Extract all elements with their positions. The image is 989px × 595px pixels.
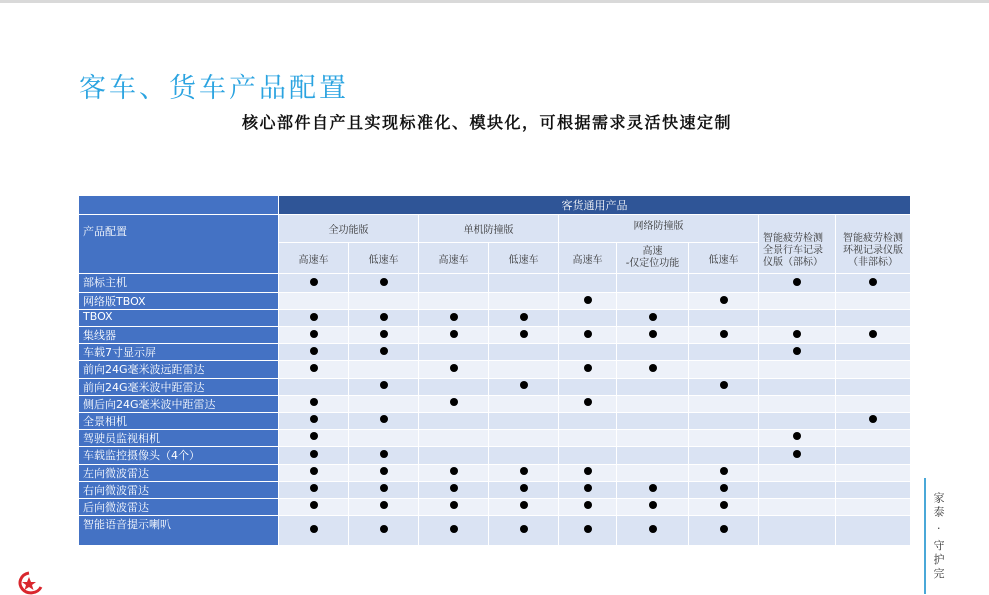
config-cell [617,344,689,361]
config-cell [836,378,911,395]
config-cell [349,344,419,361]
config-cell [279,446,349,464]
config-cell [279,498,349,515]
config-cell [489,327,559,344]
config-cell [759,481,836,498]
config-cell [759,344,836,361]
config-cell [689,327,759,344]
config-cell [279,464,349,481]
config-cell [489,395,559,412]
included-dot-icon [720,525,728,533]
config-cell [349,378,419,395]
config-cell [559,515,617,545]
config-cell [419,412,489,429]
config-cell [489,515,559,545]
included-dot-icon [450,525,458,533]
config-cell [419,361,489,378]
config-cell [279,327,349,344]
config-cell [489,498,559,515]
row-label: 车载7寸显示屏 [79,344,279,361]
config-cell [279,361,349,378]
included-dot-icon [310,330,318,338]
config-cell [836,274,911,293]
config-cell [279,412,349,429]
subheader: 低速车 [349,243,419,274]
table-row [79,310,911,327]
config-cell [759,429,836,446]
config-cell [759,327,836,344]
config-cell [617,481,689,498]
config-cell [617,293,689,310]
subheader: 高速车 [419,243,489,274]
included-dot-icon [310,415,318,423]
config-cell [689,344,759,361]
subheader: 低速车 [689,243,759,274]
table-row [79,293,911,310]
edition-full: 全功能版 [279,215,419,243]
config-cell [489,412,559,429]
table-body [79,274,911,546]
included-dot-icon [310,525,318,533]
config-cell [617,515,689,545]
included-dot-icon [310,278,318,286]
config-cell [419,395,489,412]
row-label: 左向微波雷达 [79,464,279,481]
included-dot-icon [793,450,801,458]
config-cell [759,361,836,378]
config-cell [836,344,911,361]
config-cell [759,310,836,327]
table-row [79,446,911,464]
config-cell [349,498,419,515]
included-dot-icon [869,330,877,338]
included-dot-icon [584,398,592,406]
included-dot-icon [310,347,318,355]
row-label: 前向24G毫米波远距雷达 [79,361,279,378]
config-cell [689,378,759,395]
config-cell [836,361,911,378]
page-subtitle: 核心部件自产且实现标准化、模块化，可根据需求灵活快速定制 [242,113,733,132]
included-dot-icon [380,347,388,355]
config-cell [759,412,836,429]
included-dot-icon [720,330,728,338]
config-cell [759,446,836,464]
included-dot-icon [649,330,657,338]
row-label: 驾驶员监视相机 [79,429,279,446]
table-row [79,481,911,498]
included-dot-icon [520,313,528,321]
included-dot-icon [584,467,592,475]
included-dot-icon [720,484,728,492]
included-dot-icon [584,484,592,492]
table-row [79,429,911,446]
table-row [79,274,911,293]
table-row [79,378,911,395]
included-dot-icon [380,415,388,423]
included-dot-icon [450,398,458,406]
row-label: 集线器 [79,327,279,344]
header-blank [79,196,279,215]
included-dot-icon [310,432,318,440]
config-cell [617,498,689,515]
config-cell [836,429,911,446]
config-cell [617,378,689,395]
config-cell [559,446,617,464]
config-cell [279,515,349,545]
config-cell [279,293,349,310]
config-cell [419,310,489,327]
config-cell [419,274,489,293]
included-dot-icon [520,381,528,389]
config-cell [279,395,349,412]
config-cell [689,361,759,378]
row-label: 车载监控摄像头（4个） [79,446,279,464]
config-cell [689,274,759,293]
included-dot-icon [380,525,388,533]
included-dot-icon [310,467,318,475]
included-dot-icon [450,313,458,321]
config-cell [419,378,489,395]
config-cell [559,378,617,395]
config-cell [836,327,911,344]
edition-fatigue-nonstandard: 智能疲劳检测环视记录仪版（非部标） [836,215,911,274]
config-cell [617,412,689,429]
included-dot-icon [793,278,801,286]
included-dot-icon [720,381,728,389]
included-dot-icon [380,450,388,458]
config-cell [559,412,617,429]
config-cell [559,293,617,310]
row-label: 侧后向24G毫米波中距雷达 [79,395,279,412]
included-dot-icon [793,347,801,355]
config-cell [617,274,689,293]
table-row [79,515,911,545]
config-cell [489,481,559,498]
config-cell [419,498,489,515]
top-rule [0,0,989,3]
edition-fatigue-standard: 智能疲劳检测全景行车记录仪版（部标） [759,215,836,274]
config-cell [349,310,419,327]
edition-network: 网络防撞版 [559,215,759,243]
included-dot-icon [720,467,728,475]
included-dot-icon [450,330,458,338]
included-dot-icon [380,330,388,338]
included-dot-icon [310,313,318,321]
config-cell [349,464,419,481]
config-cell [759,464,836,481]
config-cell [836,293,911,310]
row-label: 全景相机 [79,412,279,429]
config-cell [559,361,617,378]
table-row [79,464,911,481]
config-cell [489,344,559,361]
table-row [79,361,911,378]
star-badge-icon [15,571,43,595]
config-cell [279,274,349,293]
subheader: 高速车 [559,243,617,274]
config-cell [559,344,617,361]
config-cell [279,481,349,498]
included-dot-icon [310,364,318,372]
config-cell [489,310,559,327]
config-cell [419,481,489,498]
included-dot-icon [310,450,318,458]
config-cell [279,344,349,361]
included-dot-icon [520,467,528,475]
config-cell [689,481,759,498]
config-cell [349,293,419,310]
config-cell [279,378,349,395]
config-cell [617,310,689,327]
included-dot-icon [649,525,657,533]
config-cell [419,446,489,464]
included-dot-icon [380,381,388,389]
config-cell [836,481,911,498]
config-cell [419,464,489,481]
included-dot-icon [380,467,388,475]
config-cell [836,395,911,412]
config-cell [836,515,911,545]
included-dot-icon [649,501,657,509]
included-dot-icon [649,313,657,321]
config-cell [559,464,617,481]
config-cell [489,446,559,464]
page-title: 客车、货车产品配置 [79,73,349,104]
config-cell [759,498,836,515]
config-cell [689,429,759,446]
config-cell [419,293,489,310]
included-dot-icon [310,501,318,509]
config-cell [617,429,689,446]
corner-label-text: 产品配置 [83,225,127,239]
config-cell [559,498,617,515]
included-dot-icon [520,484,528,492]
config-cell [759,395,836,412]
config-cell [419,429,489,446]
config-cell [349,395,419,412]
subheader: 高速车 [279,243,349,274]
included-dot-icon [450,484,458,492]
included-dot-icon [584,364,592,372]
config-cell [349,515,419,545]
row-label: TBOX [79,310,279,327]
included-dot-icon [380,313,388,321]
config-cell [349,274,419,293]
included-dot-icon [310,398,318,406]
included-dot-icon [450,501,458,509]
config-cell [617,446,689,464]
included-dot-icon [520,330,528,338]
config-cell [559,429,617,446]
config-cell [489,378,559,395]
included-dot-icon [520,501,528,509]
config-cell [836,446,911,464]
group-header: 客货通用产品 [279,196,911,215]
edition-standalone: 单机防撞版 [419,215,559,243]
config-cell [759,274,836,293]
config-cell [349,446,419,464]
config-cell [489,464,559,481]
config-cell [689,515,759,545]
row-label: 部标主机 [79,274,279,293]
included-dot-icon [720,501,728,509]
config-cell [559,481,617,498]
included-dot-icon [380,278,388,286]
table-row [79,395,911,412]
included-dot-icon [869,278,877,286]
included-dot-icon [380,484,388,492]
row-label: 前向24G毫米波中距雷达 [79,378,279,395]
config-cell [349,327,419,344]
config-cell [419,327,489,344]
config-cell [689,412,759,429]
config-cell [759,515,836,545]
side-accent-line [924,478,926,594]
config-cell [349,361,419,378]
row-label: 右向微波雷达 [79,481,279,498]
included-dot-icon [584,501,592,509]
corner-label [79,215,279,274]
included-dot-icon [793,432,801,440]
config-cell [617,395,689,412]
included-dot-icon [869,415,877,423]
side-slogan: 家泰 · 守护完 [932,492,945,582]
product-config-table [78,195,911,546]
config-cell [759,293,836,310]
config-cell [689,310,759,327]
included-dot-icon [720,296,728,304]
included-dot-icon [520,525,528,533]
included-dot-icon [310,484,318,492]
config-cell [689,464,759,481]
config-cell [689,446,759,464]
row-label: 后向微波雷达 [79,498,279,515]
config-cell [689,395,759,412]
subheader: 低速车 [489,243,559,274]
included-dot-icon [584,330,592,338]
config-cell [759,378,836,395]
config-cell [489,429,559,446]
config-cell [349,429,419,446]
config-cell [489,274,559,293]
config-cell [559,327,617,344]
table-row [79,327,911,344]
table-row [79,498,911,515]
config-cell [617,361,689,378]
config-cell [489,361,559,378]
config-cell [836,498,911,515]
included-dot-icon [380,501,388,509]
config-cell [279,310,349,327]
config-cell [489,293,559,310]
included-dot-icon [450,467,458,475]
config-cell [559,310,617,327]
config-cell [349,481,419,498]
table-row [79,412,911,429]
config-cell [279,429,349,446]
config-cell [617,464,689,481]
row-label: 智能语音提示喇叭 [79,515,279,545]
config-cell [559,395,617,412]
config-cell [836,412,911,429]
config-cell [836,464,911,481]
config-cell [419,344,489,361]
config-cell [836,310,911,327]
config-cell [349,412,419,429]
included-dot-icon [649,364,657,372]
config-cell [617,327,689,344]
included-dot-icon [584,525,592,533]
config-cell [419,515,489,545]
table-row [79,344,911,361]
subheader: 高速 -仅定位功能 [617,243,689,274]
row-label: 网络版TBOX [79,293,279,310]
included-dot-icon [584,296,592,304]
included-dot-icon [450,364,458,372]
included-dot-icon [649,484,657,492]
config-cell [559,274,617,293]
included-dot-icon [793,330,801,338]
config-cell [689,293,759,310]
config-cell [689,498,759,515]
